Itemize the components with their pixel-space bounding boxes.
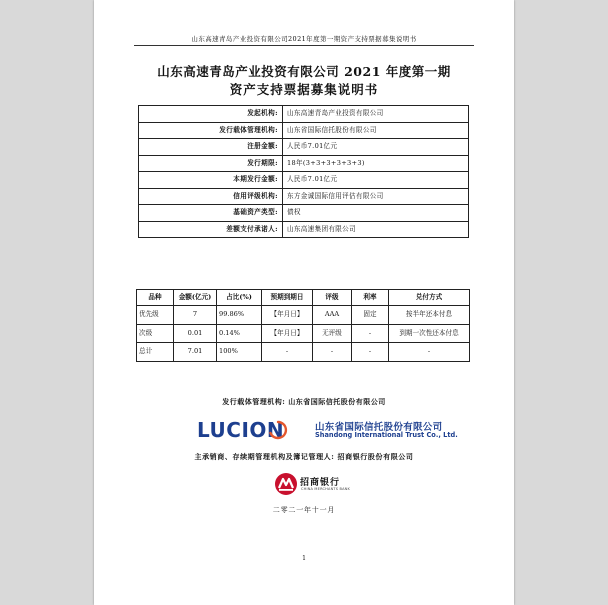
document-page — [94, 0, 514, 605]
running-header: 山东高速青岛产业投资有限公司2021年度第一期资产支持票据募集说明书 — [191, 35, 417, 43]
column-header: 预期到期日 — [262, 290, 313, 306]
document-date: 二零二一年十一月 — [272, 506, 336, 514]
tranche-cell: 固定 — [352, 306, 389, 325]
info-label: 发起机构: — [139, 106, 283, 123]
info-label: 注册金额: — [139, 139, 283, 156]
tranche-cell: 99.86% — [217, 306, 262, 325]
header-rule — [134, 45, 474, 46]
info-value: 山东高速集团有限公司 — [283, 221, 469, 238]
tranche-header-row — [137, 290, 470, 306]
page-number: 1 — [302, 555, 306, 562]
tranche-cell: 到期一次性还本付息 — [389, 324, 470, 343]
tranche-cell: - — [389, 343, 470, 362]
tranche-cell: - — [352, 324, 389, 343]
column-header: 兑付方式 — [389, 290, 470, 306]
info-value: 人民币7.01亿元 — [283, 172, 469, 189]
table-row — [139, 106, 469, 123]
cmb-emblem-icon — [274, 472, 298, 496]
table-row — [139, 155, 469, 172]
tranche-cell: - — [352, 343, 389, 362]
tranche-cell: 100% — [217, 343, 262, 362]
info-value: 18年(3+3+3+3+3+3) — [283, 155, 469, 172]
issuer-manager-line: 发行载体管理机构: 山东省国际信托股份有限公司 — [222, 397, 386, 406]
table-row — [137, 324, 470, 343]
tranche-cell: 7 — [174, 306, 217, 325]
cmb-english-name: CHINA MERCHANTS BANK — [301, 487, 350, 491]
info-label: 差额支付承诺人: — [139, 221, 283, 238]
table-row — [139, 205, 469, 222]
info-label: 基础资产类型: — [139, 205, 283, 222]
info-label: 发行载体管理机构: — [139, 122, 283, 139]
column-header: 利率 — [352, 290, 389, 306]
tranche-cell: 次级 — [137, 324, 174, 343]
lucion-english-name: Shandong International Trust Co., Ltd. — [315, 431, 458, 439]
document-title-line2: 资产支持票据募集说明书 — [229, 82, 379, 97]
tranche-cell: 按半年还本付息 — [389, 306, 470, 325]
lucion-wordmark: LUCION — [197, 418, 285, 442]
tranche-cell: 优先级 — [137, 306, 174, 325]
column-header: 评级 — [313, 290, 352, 306]
tranche-cell: 无评级 — [313, 324, 352, 343]
tranche-cell: - — [313, 343, 352, 362]
info-value: 山东高速青岛产业投资有限公司 — [283, 106, 469, 123]
column-header: 金额(亿元) — [174, 290, 217, 306]
table-row — [139, 188, 469, 205]
lucion-swoosh-icon — [267, 420, 289, 440]
tranche-cell: AAA — [313, 306, 352, 325]
tranche-cell: 【年月日】 — [262, 324, 313, 343]
info-label: 本期发行金额: — [139, 172, 283, 189]
info-label: 信用评级机构: — [139, 188, 283, 205]
tranche-cell: 0.14% — [217, 324, 262, 343]
issuance-info-table — [138, 105, 469, 238]
underwriter-line: 主承销商、存续期管理机构及簿记管理人: 招商银行股份有限公司 — [194, 452, 414, 461]
info-value: 山东省国际信托股份有限公司 — [283, 122, 469, 139]
document-title-line1: 山东高速青岛产业投资有限公司 2021 年度第一期 — [157, 64, 451, 79]
info-label: 发行期限: — [139, 155, 283, 172]
tranche-cell: 7.01 — [174, 343, 217, 362]
tranche-cell: 0.01 — [174, 324, 217, 343]
info-value: 人民币7.01亿元 — [283, 139, 469, 156]
tranche-cell: 总计 — [137, 343, 174, 362]
table-row — [139, 172, 469, 189]
tranche-cell: 【年月日】 — [262, 306, 313, 325]
table-row — [137, 343, 470, 362]
cmb-logo — [274, 472, 354, 496]
column-header: 品种 — [137, 290, 174, 306]
table-row — [137, 306, 470, 325]
column-header: 占比(%) — [217, 290, 262, 306]
tranche-cell: - — [262, 343, 313, 362]
info-value: 债权 — [283, 205, 469, 222]
table-row — [139, 139, 469, 156]
cmb-chinese-name: 招商银行 — [300, 478, 341, 488]
info-value: 东方金诚国际信用评估有限公司 — [283, 188, 469, 205]
tranche-table — [136, 289, 470, 362]
lucion-logo — [197, 418, 458, 442]
table-row — [139, 122, 469, 139]
table-row — [139, 221, 469, 238]
lucion-chinese-name: 山东省国际信托股份有限公司 — [315, 422, 443, 433]
